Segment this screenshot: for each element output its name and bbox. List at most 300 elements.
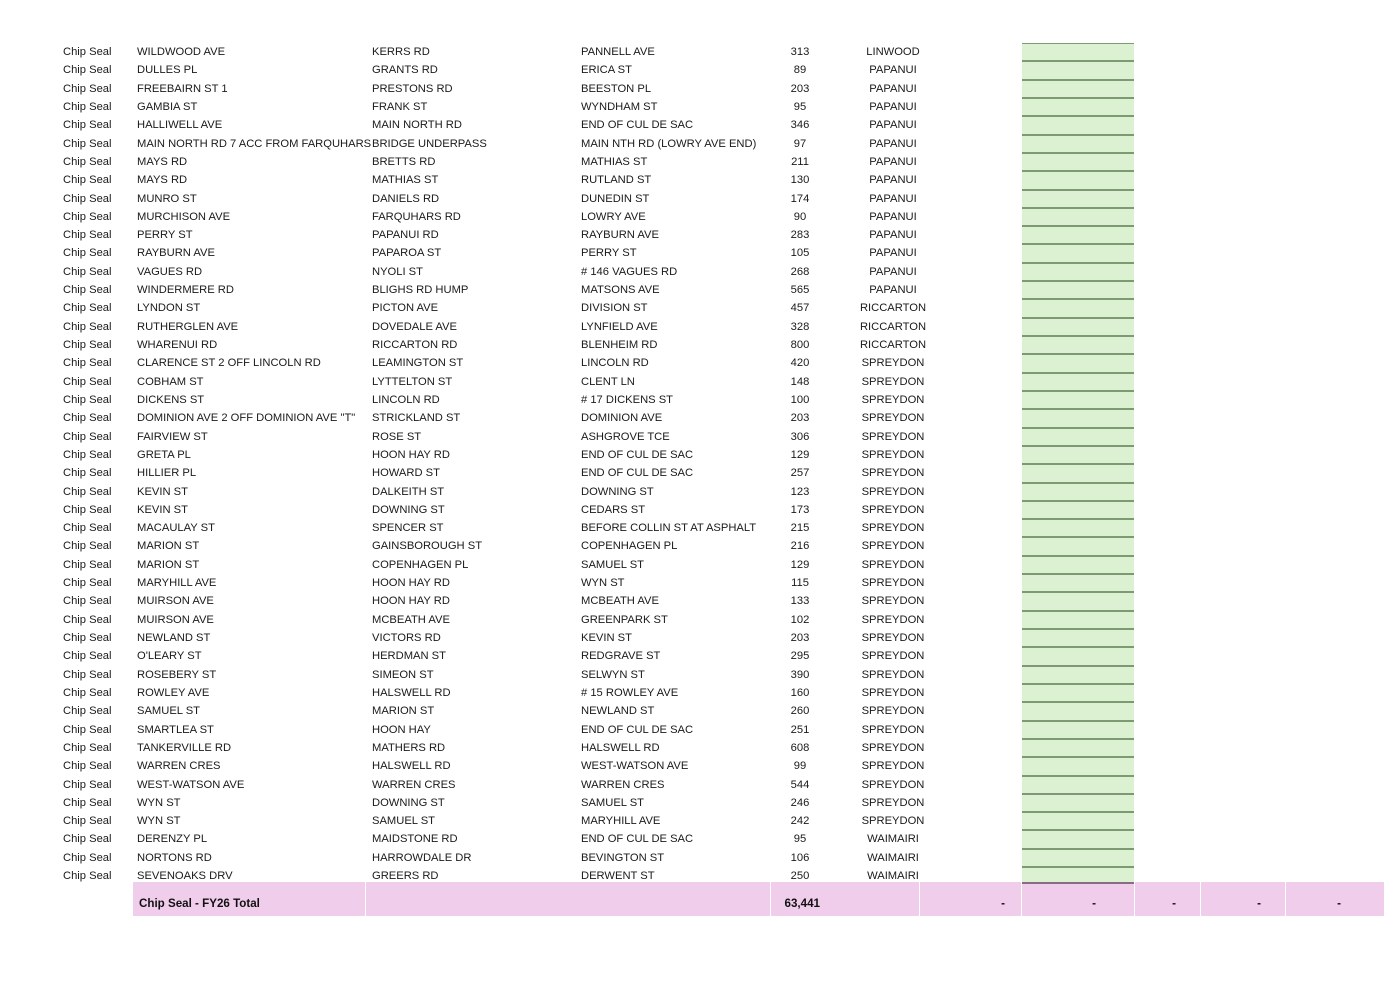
treatment-cell: Chip Seal bbox=[63, 467, 112, 480]
road-name-cell: RAYBURN AVE bbox=[137, 247, 215, 260]
ward-cell: SPREYDON bbox=[861, 741, 925, 754]
ward-cell: SPREYDON bbox=[861, 796, 925, 809]
to-cell: # 146 VAGUES RD bbox=[581, 265, 678, 278]
area-cell: 95 bbox=[793, 100, 807, 113]
treatment-cell: Chip Seal bbox=[63, 229, 112, 242]
highlight-cell[interactable] bbox=[1022, 464, 1134, 482]
treatment-cell: Chip Seal bbox=[63, 522, 112, 535]
to-cell: # 17 DICKENS ST bbox=[581, 393, 674, 406]
table-row[interactable] bbox=[0, 190, 1398, 208]
road-name-cell: WYN ST bbox=[137, 815, 181, 828]
ward-cell: PAPANUI bbox=[869, 174, 917, 187]
treatment-cell: Chip Seal bbox=[63, 174, 112, 187]
treatment-cell: Chip Seal bbox=[63, 595, 112, 608]
from-cell: PAPAROA ST bbox=[372, 247, 442, 260]
area-cell: 800 bbox=[790, 339, 810, 351]
from-cell: WARREN CRES bbox=[372, 778, 456, 791]
to-cell: RAYBURN AVE bbox=[581, 229, 659, 242]
highlight-cell[interactable] bbox=[1022, 519, 1134, 537]
to-cell: WEST-WATSON AVE bbox=[581, 760, 689, 773]
table-row[interactable] bbox=[0, 739, 1398, 757]
from-cell: PAPANUI RD bbox=[372, 229, 439, 242]
highlight-cell[interactable] bbox=[1022, 849, 1134, 867]
from-cell: HOON HAY RD bbox=[372, 595, 450, 608]
to-cell: WYN ST bbox=[581, 577, 625, 590]
highlight-cell[interactable] bbox=[1022, 776, 1134, 794]
from-cell: NYOLI ST bbox=[372, 265, 423, 278]
from-cell: COPENHAGEN PL bbox=[372, 558, 469, 571]
treatment-cell: Chip Seal bbox=[63, 430, 112, 443]
table-row[interactable] bbox=[0, 812, 1398, 830]
highlight-cell[interactable] bbox=[1022, 556, 1134, 574]
from-cell: DOWNING ST bbox=[372, 503, 445, 516]
to-cell: HALSWELL RD bbox=[581, 741, 660, 754]
area-cell: 174 bbox=[790, 192, 810, 205]
area-cell: 295 bbox=[790, 650, 810, 663]
treatment-cell: Chip Seal bbox=[63, 393, 112, 406]
highlight-cell[interactable] bbox=[1022, 666, 1134, 684]
total-col2-value: - bbox=[1092, 897, 1096, 910]
highlight-cell[interactable] bbox=[1022, 812, 1134, 830]
total-col5-value: - bbox=[1337, 897, 1341, 910]
to-cell: CLENT LN bbox=[581, 375, 635, 388]
highlight-cell[interactable] bbox=[1022, 263, 1134, 281]
treatment-cell: Chip Seal bbox=[63, 64, 112, 77]
area-cell: 100 bbox=[790, 393, 810, 406]
table-row[interactable] bbox=[0, 135, 1398, 153]
road-name-cell: MUNRO ST bbox=[137, 192, 197, 205]
highlight-cell[interactable] bbox=[1022, 446, 1134, 464]
from-cell: FRANK ST bbox=[372, 100, 428, 113]
from-cell: BRETTS RD bbox=[372, 155, 436, 168]
ward-cell: SPREYDON bbox=[861, 686, 925, 699]
area-cell: 313 bbox=[790, 46, 810, 58]
table-row[interactable] bbox=[0, 263, 1398, 281]
highlight-cell[interactable] bbox=[1022, 537, 1134, 555]
ward-cell: SPREYDON bbox=[861, 448, 925, 461]
highlight-cell[interactable] bbox=[1022, 409, 1134, 427]
to-cell: SAMUEL ST bbox=[581, 558, 644, 571]
table-row[interactable] bbox=[0, 611, 1398, 629]
area-cell: 268 bbox=[790, 265, 810, 278]
from-cell: GREERS RD bbox=[372, 870, 439, 883]
table-row[interactable] bbox=[0, 116, 1398, 134]
from-cell: PICTON AVE bbox=[372, 302, 439, 315]
table-row[interactable] bbox=[0, 43, 1398, 61]
highlight-cell[interactable] bbox=[1022, 190, 1134, 208]
ward-cell: SPREYDON bbox=[861, 522, 925, 535]
to-cell: DUNEDIN ST bbox=[581, 192, 650, 205]
highlight-cell[interactable] bbox=[1022, 244, 1134, 262]
treatment-cell: Chip Seal bbox=[63, 357, 112, 370]
highlight-cell[interactable] bbox=[1022, 281, 1134, 299]
highlight-cell[interactable] bbox=[1022, 43, 1134, 61]
treatment-cell: Chip Seal bbox=[63, 375, 112, 388]
from-cell: HOON HAY RD bbox=[372, 577, 450, 590]
table-row[interactable] bbox=[0, 336, 1398, 354]
ward-cell: PAPANUI bbox=[869, 64, 917, 77]
treatment-cell: Chip Seal bbox=[63, 320, 112, 333]
table-row[interactable] bbox=[0, 446, 1398, 464]
from-cell: MAIDSTONE RD bbox=[372, 833, 458, 846]
table-row[interactable] bbox=[0, 849, 1398, 867]
area-cell: 129 bbox=[790, 558, 810, 571]
highlight-cell[interactable] bbox=[1022, 80, 1134, 98]
total-row bbox=[0, 882, 1398, 916]
to-cell: ASHGROVE TCE bbox=[581, 430, 670, 443]
from-cell: DOWNING ST bbox=[372, 796, 445, 809]
road-name-cell: WEST-WATSON AVE bbox=[137, 778, 245, 791]
highlight-cell[interactable] bbox=[1022, 794, 1134, 812]
treatment-cell: Chip Seal bbox=[63, 210, 112, 223]
ward-cell: WAIMAIRI bbox=[867, 833, 919, 846]
road-name-cell: O'LEARY ST bbox=[137, 650, 202, 663]
to-cell: SELWYN ST bbox=[581, 668, 645, 681]
treatment-cell: Chip Seal bbox=[63, 82, 112, 95]
total-col1-value: - bbox=[1001, 897, 1005, 910]
from-cell: SIMEON ST bbox=[372, 668, 434, 681]
treatment-cell: Chip Seal bbox=[63, 833, 112, 846]
treatment-cell: Chip Seal bbox=[63, 741, 112, 754]
road-name-cell: FAIRVIEW ST bbox=[137, 430, 208, 443]
ward-cell: RICCARTON bbox=[859, 302, 927, 315]
road-name-cell: MARION ST bbox=[137, 540, 200, 553]
ward-cell: SPREYDON bbox=[861, 467, 925, 480]
from-cell: GRANTS RD bbox=[372, 64, 438, 77]
treatment-cell: Chip Seal bbox=[63, 796, 112, 809]
table-row[interactable] bbox=[0, 171, 1398, 189]
highlight-cell[interactable] bbox=[1022, 208, 1134, 226]
table-row[interactable] bbox=[0, 354, 1398, 372]
ward-cell: SPREYDON bbox=[861, 357, 925, 370]
area-cell: 105 bbox=[790, 247, 810, 260]
treatment-cell: Chip Seal bbox=[63, 577, 112, 590]
to-cell: GREENPARK ST bbox=[581, 613, 668, 626]
from-cell: HALSWELL RD bbox=[372, 760, 451, 773]
ward-cell: PAPANUI bbox=[869, 82, 917, 95]
road-name-cell: CLARENCE ST 2 OFF LINCOLN RD bbox=[137, 357, 321, 370]
treatment-cell: Chip Seal bbox=[63, 851, 112, 864]
area-cell: 608 bbox=[790, 741, 810, 754]
highlight-cell[interactable] bbox=[1022, 757, 1134, 775]
treatment-cell: Chip Seal bbox=[63, 613, 112, 626]
treatment-cell: Chip Seal bbox=[63, 46, 112, 58]
treatment-cell: Chip Seal bbox=[63, 265, 112, 278]
table-row[interactable] bbox=[0, 574, 1398, 592]
area-cell: 99 bbox=[793, 760, 807, 773]
highlight-cell[interactable] bbox=[1022, 135, 1134, 153]
area-cell: 148 bbox=[790, 375, 810, 388]
road-name-cell: MARION ST bbox=[137, 558, 200, 571]
table-row[interactable] bbox=[0, 373, 1398, 391]
road-name-cell: ROSEBERY ST bbox=[137, 668, 217, 681]
ward-cell: PAPANUI bbox=[869, 100, 917, 113]
highlight-cell[interactable] bbox=[1022, 684, 1134, 702]
table-row[interactable] bbox=[0, 666, 1398, 684]
from-cell: ROSE ST bbox=[372, 430, 422, 443]
highlight-cell[interactable] bbox=[1022, 721, 1134, 739]
total-col4-value: - bbox=[1257, 897, 1261, 910]
highlight-cell[interactable] bbox=[1022, 501, 1134, 519]
total-label: Chip Seal - FY26 Total bbox=[139, 897, 260, 910]
ward-cell: SPREYDON bbox=[861, 540, 925, 553]
to-cell: DERWENT ST bbox=[581, 870, 655, 883]
area-cell: 250 bbox=[790, 870, 810, 883]
ward-cell: PAPANUI bbox=[869, 229, 917, 242]
ward-cell: SPREYDON bbox=[861, 577, 925, 590]
to-cell: ERICA ST bbox=[581, 64, 632, 77]
table-row[interactable] bbox=[0, 537, 1398, 555]
from-cell: HARROWDALE DR bbox=[372, 851, 472, 864]
road-name-cell: DULLES PL bbox=[137, 64, 198, 77]
table-row[interactable] bbox=[0, 647, 1398, 665]
from-cell: MATHIAS ST bbox=[372, 174, 439, 187]
to-cell: # 15 ROWLEY AVE bbox=[581, 686, 679, 699]
table-row[interactable] bbox=[0, 702, 1398, 720]
ward-cell: SPREYDON bbox=[861, 393, 925, 406]
to-cell: MAIN NTH RD (LOWRY AVE END) bbox=[581, 137, 757, 150]
highlight-cell[interactable] bbox=[1022, 428, 1134, 446]
area-cell: 260 bbox=[790, 705, 810, 718]
ward-cell: PAPANUI bbox=[869, 192, 917, 205]
treatment-cell: Chip Seal bbox=[63, 870, 112, 883]
road-name-cell: MARYHILL AVE bbox=[137, 577, 217, 590]
table-row[interactable] bbox=[0, 61, 1398, 79]
to-cell: MATHIAS ST bbox=[581, 155, 648, 168]
from-cell: STRICKLAND ST bbox=[372, 412, 461, 425]
highlight-cell[interactable] bbox=[1022, 574, 1134, 592]
treatment-cell: Chip Seal bbox=[63, 137, 112, 150]
area-cell: 390 bbox=[790, 668, 810, 681]
area-cell: 123 bbox=[790, 485, 810, 498]
area-cell: 257 bbox=[790, 467, 810, 480]
highlight-cell[interactable] bbox=[1022, 739, 1134, 757]
road-name-cell: WARREN CRES bbox=[137, 760, 221, 773]
ward-cell: SPREYDON bbox=[861, 412, 925, 425]
road-name-cell: FREEBAIRN ST 1 bbox=[137, 82, 228, 95]
to-cell: PANNELL AVE bbox=[581, 46, 655, 58]
highlight-cell[interactable] bbox=[1022, 483, 1134, 501]
to-cell: END OF CUL DE SAC bbox=[581, 467, 694, 480]
area-cell: 130 bbox=[790, 174, 810, 187]
treatment-cell: Chip Seal bbox=[63, 778, 112, 791]
ward-cell: SPREYDON bbox=[861, 760, 925, 773]
ward-cell: SPREYDON bbox=[861, 632, 925, 644]
area-cell: 457 bbox=[790, 302, 810, 315]
area-cell: 328 bbox=[790, 320, 810, 333]
table-row[interactable] bbox=[0, 208, 1398, 226]
area-cell: 203 bbox=[790, 82, 810, 95]
road-name-cell: WYN ST bbox=[137, 796, 181, 809]
table-row[interactable] bbox=[0, 226, 1398, 244]
from-cell: LINCOLN RD bbox=[372, 393, 440, 406]
ward-cell: SPREYDON bbox=[861, 668, 925, 681]
to-cell: END OF CUL DE SAC bbox=[581, 723, 694, 736]
treatment-cell: Chip Seal bbox=[63, 686, 112, 699]
table-row[interactable] bbox=[0, 519, 1398, 537]
road-name-cell: TANKERVILLE RD bbox=[137, 741, 232, 754]
table-row[interactable] bbox=[0, 794, 1398, 812]
highlight-cell[interactable] bbox=[1022, 226, 1134, 244]
ward-cell: SPREYDON bbox=[861, 815, 925, 828]
area-cell: 251 bbox=[790, 723, 810, 736]
road-name-cell: MAYS RD bbox=[137, 174, 188, 187]
road-name-cell: KEVIN ST bbox=[137, 503, 188, 516]
from-cell: SAMUEL ST bbox=[372, 815, 435, 828]
road-name-cell: KEVIN ST bbox=[137, 485, 188, 498]
road-name-cell: PERRY ST bbox=[137, 229, 193, 242]
table-row[interactable] bbox=[0, 391, 1398, 409]
to-cell: BLENHEIM RD bbox=[581, 339, 658, 351]
highlight-cell[interactable] bbox=[1022, 373, 1134, 391]
from-cell: MARION ST bbox=[372, 705, 435, 718]
from-cell: LYTTELTON ST bbox=[372, 375, 453, 388]
treatment-cell: Chip Seal bbox=[63, 668, 112, 681]
to-cell: REDGRAVE ST bbox=[581, 650, 661, 663]
from-cell: PRESTONS RD bbox=[372, 82, 453, 95]
treatment-cell: Chip Seal bbox=[63, 192, 112, 205]
road-name-cell: COBHAM ST bbox=[137, 375, 204, 388]
from-cell: FARQUHARS RD bbox=[372, 210, 461, 223]
area-cell: 133 bbox=[790, 595, 810, 608]
area-cell: 216 bbox=[790, 540, 810, 553]
road-name-cell: WILDWOOD AVE bbox=[137, 46, 226, 58]
road-name-cell: SEVENOAKS DRV bbox=[137, 870, 233, 883]
area-cell: 215 bbox=[790, 522, 810, 535]
ward-cell: SPREYDON bbox=[861, 723, 925, 736]
from-cell: LEAMINGTON ST bbox=[372, 357, 464, 370]
table-row[interactable] bbox=[0, 464, 1398, 482]
area-cell: 211 bbox=[791, 155, 809, 168]
to-cell: MARYHILL AVE bbox=[581, 815, 661, 828]
table-row[interactable] bbox=[0, 757, 1398, 775]
highlight-cell[interactable] bbox=[1022, 611, 1134, 629]
road-name-cell: MUIRSON AVE bbox=[137, 595, 214, 608]
treatment-cell: Chip Seal bbox=[63, 815, 112, 828]
highlight-cell[interactable] bbox=[1022, 171, 1134, 189]
table-row[interactable] bbox=[0, 501, 1398, 519]
treatment-cell: Chip Seal bbox=[63, 723, 112, 736]
to-cell: RUTLAND ST bbox=[581, 174, 652, 187]
from-cell: RICCARTON RD bbox=[372, 339, 458, 351]
table-row[interactable] bbox=[0, 483, 1398, 501]
highlight-cell[interactable] bbox=[1022, 299, 1134, 317]
road-name-cell: WINDERMERE RD bbox=[137, 284, 234, 297]
ward-cell: SPREYDON bbox=[861, 650, 925, 663]
highlight-cell[interactable] bbox=[1022, 61, 1134, 79]
table-row[interactable] bbox=[0, 428, 1398, 446]
treatment-cell: Chip Seal bbox=[63, 412, 112, 425]
road-name-cell: MAIN NORTH RD 7 ACC FROM FARQUHARS bbox=[137, 137, 372, 150]
highlight-cell[interactable] bbox=[1022, 336, 1134, 354]
table-row[interactable] bbox=[0, 409, 1398, 427]
highlight-cell[interactable] bbox=[1022, 98, 1134, 116]
area-cell: 565 bbox=[790, 284, 810, 297]
treatment-cell: Chip Seal bbox=[63, 339, 112, 351]
road-name-cell: WHARENUI RD bbox=[137, 339, 218, 351]
to-cell: BEVINGTON ST bbox=[581, 851, 665, 864]
area-cell: 544 bbox=[790, 778, 810, 791]
table-row[interactable] bbox=[0, 80, 1398, 98]
road-name-cell: DERENZY PL bbox=[137, 833, 208, 846]
road-name-cell: VAGUES RD bbox=[137, 265, 203, 278]
from-cell: HOON HAY bbox=[372, 723, 431, 736]
ward-cell: PAPANUI bbox=[869, 210, 917, 223]
table-row[interactable] bbox=[0, 281, 1398, 299]
area-cell: 203 bbox=[790, 632, 810, 644]
treatment-cell: Chip Seal bbox=[63, 503, 112, 516]
table-row[interactable] bbox=[0, 592, 1398, 610]
table-row[interactable] bbox=[0, 556, 1398, 574]
ward-cell: RICCARTON bbox=[859, 339, 927, 351]
highlight-cell[interactable] bbox=[1022, 629, 1134, 647]
ward-cell: SPREYDON bbox=[861, 503, 925, 516]
from-cell: MAIN NORTH RD bbox=[372, 119, 462, 132]
area-cell: 283 bbox=[790, 229, 810, 242]
to-cell: LOWRY AVE bbox=[581, 210, 646, 223]
area-cell: 102 bbox=[790, 613, 810, 626]
highlight-cell[interactable] bbox=[1022, 702, 1134, 720]
area-cell: 420 bbox=[790, 357, 810, 370]
area-cell: 160 bbox=[790, 686, 810, 699]
treatment-cell: Chip Seal bbox=[63, 485, 112, 498]
ward-cell: PAPANUI bbox=[869, 284, 917, 297]
from-cell: BLIGHS RD HUMP bbox=[372, 284, 469, 297]
table-row[interactable] bbox=[0, 318, 1398, 336]
road-name-cell: NORTONS RD bbox=[137, 851, 212, 864]
treatment-cell: Chip Seal bbox=[63, 558, 112, 571]
table-row[interactable] bbox=[0, 98, 1398, 116]
area-cell: 106 bbox=[790, 851, 810, 864]
highlight-cell[interactable] bbox=[1022, 318, 1134, 336]
treatment-cell: Chip Seal bbox=[63, 247, 112, 260]
from-cell: KERRS RD bbox=[372, 46, 430, 58]
highlight-cell[interactable] bbox=[1022, 153, 1134, 171]
table-row[interactable] bbox=[0, 244, 1398, 262]
ward-cell: LINWOOD bbox=[866, 46, 920, 58]
to-cell: END OF CUL DE SAC bbox=[581, 833, 694, 846]
table-row[interactable] bbox=[0, 830, 1398, 848]
treatment-cell: Chip Seal bbox=[63, 100, 112, 113]
treatment-cell: Chip Seal bbox=[63, 119, 112, 132]
road-name-cell: MURCHISON AVE bbox=[137, 210, 231, 223]
from-cell: BRIDGE UNDERPASS bbox=[372, 137, 487, 150]
from-cell: DANIELS RD bbox=[372, 192, 440, 205]
table-row[interactable] bbox=[0, 721, 1398, 739]
to-cell: MCBEATH AVE bbox=[581, 595, 659, 608]
to-cell: SAMUEL ST bbox=[581, 796, 644, 809]
highlight-cell[interactable] bbox=[1022, 391, 1134, 409]
highlight-cell[interactable] bbox=[1022, 116, 1134, 134]
highlight-cell[interactable] bbox=[1022, 354, 1134, 372]
table-row[interactable] bbox=[0, 776, 1398, 794]
highlight-cell[interactable] bbox=[1022, 647, 1134, 665]
total-area-value: 63,441 bbox=[784, 897, 820, 910]
table-row[interactable] bbox=[0, 629, 1398, 647]
road-name-cell: SAMUEL ST bbox=[137, 705, 200, 718]
ward-cell: SPREYDON bbox=[861, 485, 925, 498]
table-row[interactable] bbox=[0, 153, 1398, 171]
highlight-cell[interactable] bbox=[1022, 830, 1134, 848]
highlight-cell[interactable] bbox=[1022, 592, 1134, 610]
to-cell: BEESTON PL bbox=[581, 82, 652, 95]
table-row[interactable] bbox=[0, 684, 1398, 702]
table-row[interactable] bbox=[0, 299, 1398, 317]
area-cell: 115 bbox=[791, 577, 809, 590]
ward-cell: SPREYDON bbox=[861, 778, 925, 791]
ward-cell: PAPANUI bbox=[869, 155, 917, 168]
treatment-cell: Chip Seal bbox=[63, 760, 112, 773]
